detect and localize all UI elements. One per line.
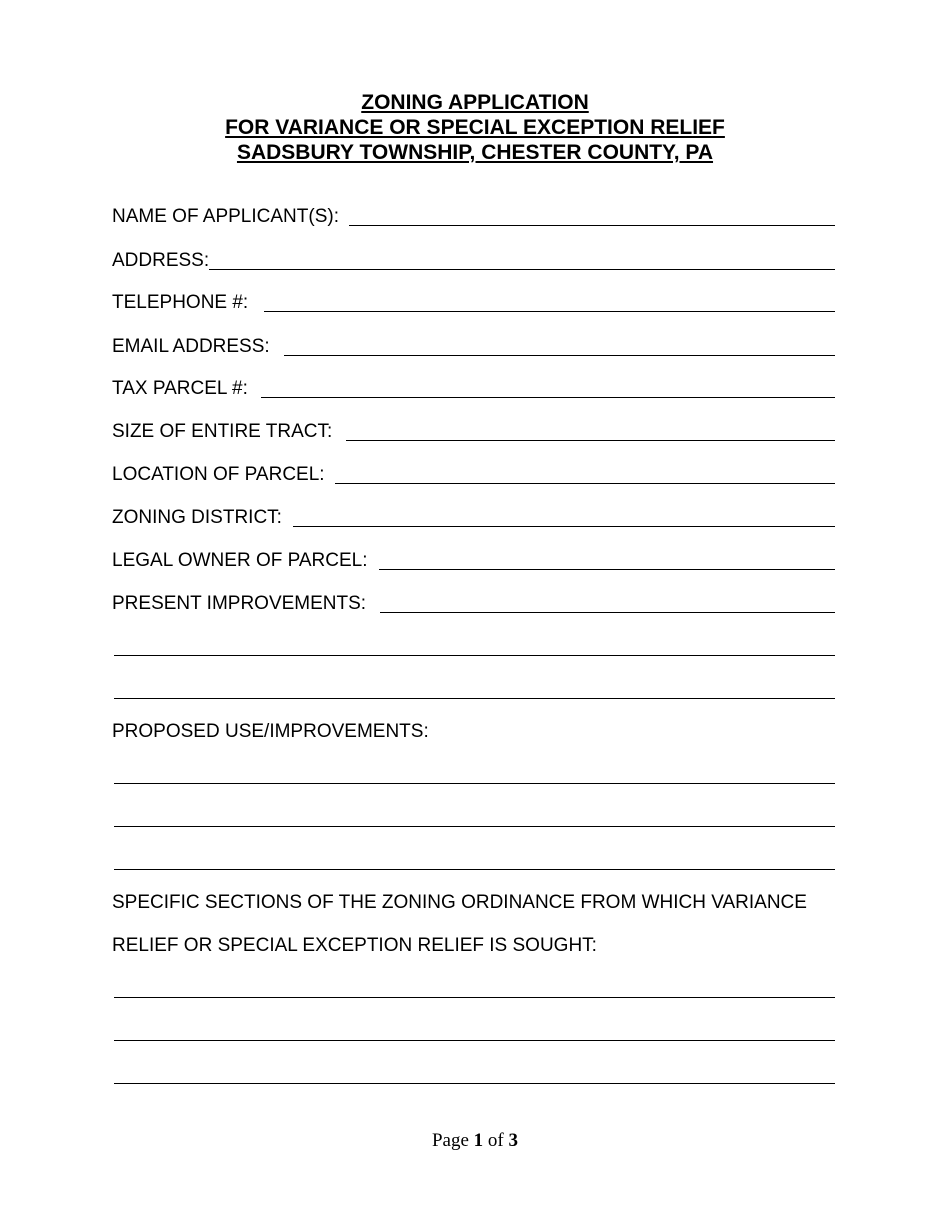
page-number <box>0 1130 950 1152</box>
proposed-use-label: PROPOSED USE/IMPROVEMENTS: <box>112 721 429 742</box>
applicant-label: NAME OF APPLICANT(S): <box>112 206 339 227</box>
specific-sections-line-2[interactable] <box>114 1040 835 1041</box>
present-improvements-line-3[interactable] <box>114 698 835 699</box>
location-label: LOCATION OF PARCEL: <box>112 464 325 485</box>
legal-owner-field[interactable] <box>112 550 835 572</box>
legal-owner-label: LEGAL OWNER OF PARCEL: <box>112 550 368 571</box>
email-input-line[interactable] <box>284 354 835 356</box>
applicant-field[interactable] <box>112 206 835 228</box>
present-improvements-label: PRESENT IMPROVEMENTS: <box>112 593 367 614</box>
specific-sections-label-cont: RELIEF OR SPECIAL EXCEPTION RELIEF IS SOUGHT: <box>112 935 597 956</box>
location-input-line[interactable] <box>335 482 835 484</box>
specific-sections-line-3[interactable] <box>114 1083 835 1084</box>
tract-size-field[interactable] <box>112 421 835 443</box>
address-field[interactable] <box>112 250 835 272</box>
address-input-line[interactable] <box>209 268 835 270</box>
specific-sections-label: SPECIFIC SECTIONS OF THE ZONING ORDINANCE FROM WHICH VARIANCE <box>112 892 807 913</box>
address-label: ADDRESS: <box>112 250 210 271</box>
zoning-district-field[interactable] <box>112 507 835 529</box>
current-page: 1 <box>473 1130 484 1151</box>
legal-owner-input-line[interactable] <box>379 568 836 570</box>
zoning-district-input-line[interactable] <box>293 525 835 527</box>
proposed-use-line-2[interactable] <box>114 826 835 827</box>
present-improvements-input-line[interactable] <box>380 611 835 613</box>
page-word: Page <box>431 1130 469 1151</box>
email-label: EMAIL ADDRESS: <box>112 336 270 357</box>
telephone-label: TELEPHONE #: <box>112 292 249 313</box>
tract-size-input-line[interactable] <box>346 439 835 441</box>
township-heading: SADSBURY TOWNSHIP, CHESTER COUNTY, PA <box>236 141 714 164</box>
present-improvements-line-2[interactable] <box>114 655 835 656</box>
telephone-input-line[interactable] <box>264 310 835 312</box>
telephone-field[interactable] <box>112 292 835 314</box>
location-field[interactable] <box>112 464 835 486</box>
tax-parcel-field[interactable] <box>112 378 835 400</box>
applicant-input-line[interactable] <box>349 224 835 226</box>
proposed-use-line-3[interactable] <box>114 869 835 870</box>
tax-parcel-input-line[interactable] <box>261 396 835 398</box>
total-pages: 3 <box>508 1130 518 1151</box>
present-improvements-field[interactable] <box>112 593 835 615</box>
email-field[interactable] <box>112 336 835 358</box>
of-word: of <box>487 1130 504 1151</box>
tract-size-label: SIZE OF ENTIRE TRACT: <box>112 421 333 442</box>
specific-sections-line-1[interactable] <box>114 997 835 998</box>
proposed-use-line-1[interactable] <box>114 783 835 784</box>
zoning-district-label: ZONING DISTRICT: <box>112 507 282 528</box>
tax-parcel-label: TAX PARCEL #: <box>112 378 248 399</box>
form-subtitle: FOR VARIANCE OR SPECIAL EXCEPTION RELIEF <box>225 116 725 139</box>
form-title: ZONING APPLICATION <box>361 91 589 114</box>
